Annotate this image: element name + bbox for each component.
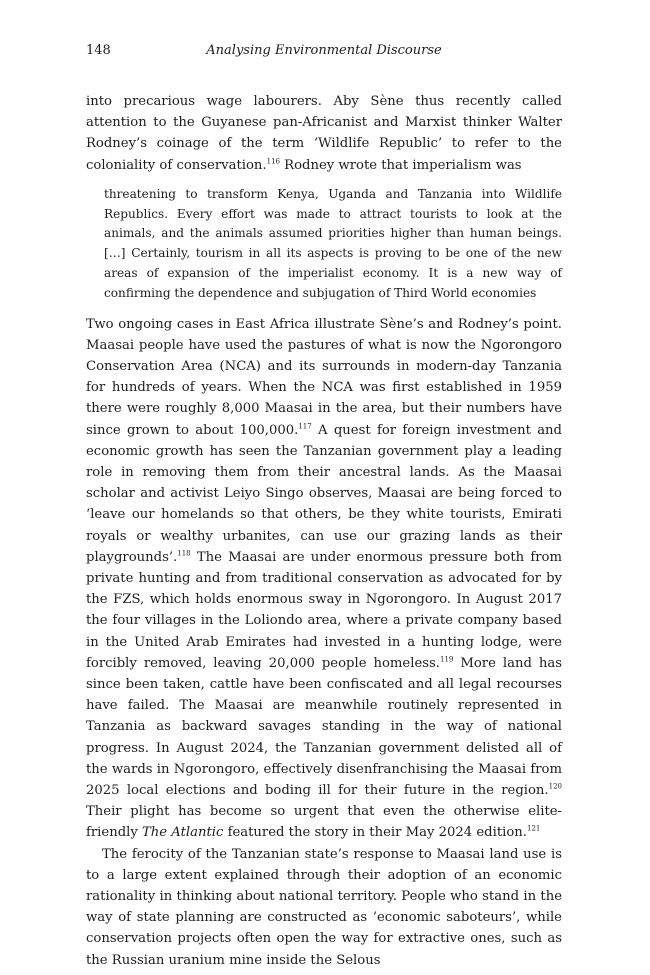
footnote-ref-116[interactable]: 116 <box>266 157 280 166</box>
page-number: 148 <box>86 43 111 58</box>
footnote-ref-119[interactable]: 119 <box>439 655 454 664</box>
paragraph-1-text-b: Rodney wrote that imperialism was <box>279 157 522 173</box>
block-quote: threatening to transform Kenya, Uganda and Tanzania into Wildlife Republics. Every effort was made to attract tourists to look at the animals, and the animals assumed priorities higher than human beings. […] Certainly, tourism in all its aspects is proving to be one of the new areas of expansion of the imperialist economy. It is a new way of confirming the dependence and subjugation of Third World economies <box>104 186 562 300</box>
footnote-ref-121[interactable]: 121 <box>526 825 541 834</box>
paragraph-2-text-a: Two ongoing cases in East Africa illustrate Sène’s and Rodney’s point. Maasai people have used the pastures of what is now the Ngorongoro Conservation Area (NCA) and its surrounds in modern-day Tanzania for hundreds of years. When the NCA was first established in 1959 there were roughly 8,000 Maasai in the area, but their numbers have since grown to about 100,000. <box>86 316 562 438</box>
paragraph-2-text-b: A quest for foreign investment and economic growth has seen the Tanzanian government play a leading role in removing them from their ancestral lands. As the Maasai scholar and activist Leiyo Singo observes, Maasai are being forced to ‘leave our homelands so that others, be they white tourists, Emirati royals or wealthy urbanites, can use our grazing lands as their playgrounds’. <box>86 422 562 565</box>
paragraph-2-text-e: Their plight has become so urgent that even the otherwise elite-friendly <box>86 804 562 841</box>
running-title: Analysing Environmental Discourse <box>206 43 442 58</box>
paragraph-2 <box>86 314 562 844</box>
paragraph-2-text-d: More land has since been taken, cattle have been confiscated and all legal recourses have failed. The Maasai are meanwhile routinely represented in Tanzania as backward savages standing in the way of national progress. In August 2024, the Tanzanian government delisted all of the wards in Ngorongoro, effectively disenfranchising the Maasai from 2025 local elections and boding ill for their future in the region. <box>86 655 563 799</box>
paragraph-3: The ferocity of the Tanzanian state’s response to Maasai land use is to a large extent explained through their adoption of an economic rationality in thinking about national territory. People who stand in the way of state planning are constructed as ‘economic saboteurs’, while conservation projects often open the way for extractive ones, such as the Russian uranium mine inside the Selous <box>86 846 562 968</box>
paragraph-1-text-a: into precarious wage labourers. Aby Sène thus recently called attention to the Guyanese pan-Africanist and Marxist thinker Walter Rodney’s coinage of the term ‘Wildlife Republic’ to refer to the coloniality of conservation. <box>86 94 562 173</box>
book-page <box>86 40 562 971</box>
footnote-ref-117[interactable]: 117 <box>298 422 312 431</box>
footnote-ref-120[interactable]: 120 <box>548 782 562 791</box>
paragraph-1 <box>86 91 562 176</box>
paragraph-2-text-f: featured the story in their May 2024 edition. <box>223 825 527 841</box>
footnote-ref-118[interactable]: 118 <box>177 549 191 558</box>
paragraph-2-text-c: The Maasai are under enormous pressure both from private hunting and from traditional conservation as advocated for by the FZS, which holds enormous sway in Ngorongoro. In August 2017 the four villages in the Loliondo area, where a private company based in the United Arab Emirates had invested in a hunting lodge, were forcibly removed, leaving 20,000 people homeless. <box>86 549 562 671</box>
publication-title: The Atlantic <box>142 825 224 841</box>
running-header <box>86 40 562 62</box>
